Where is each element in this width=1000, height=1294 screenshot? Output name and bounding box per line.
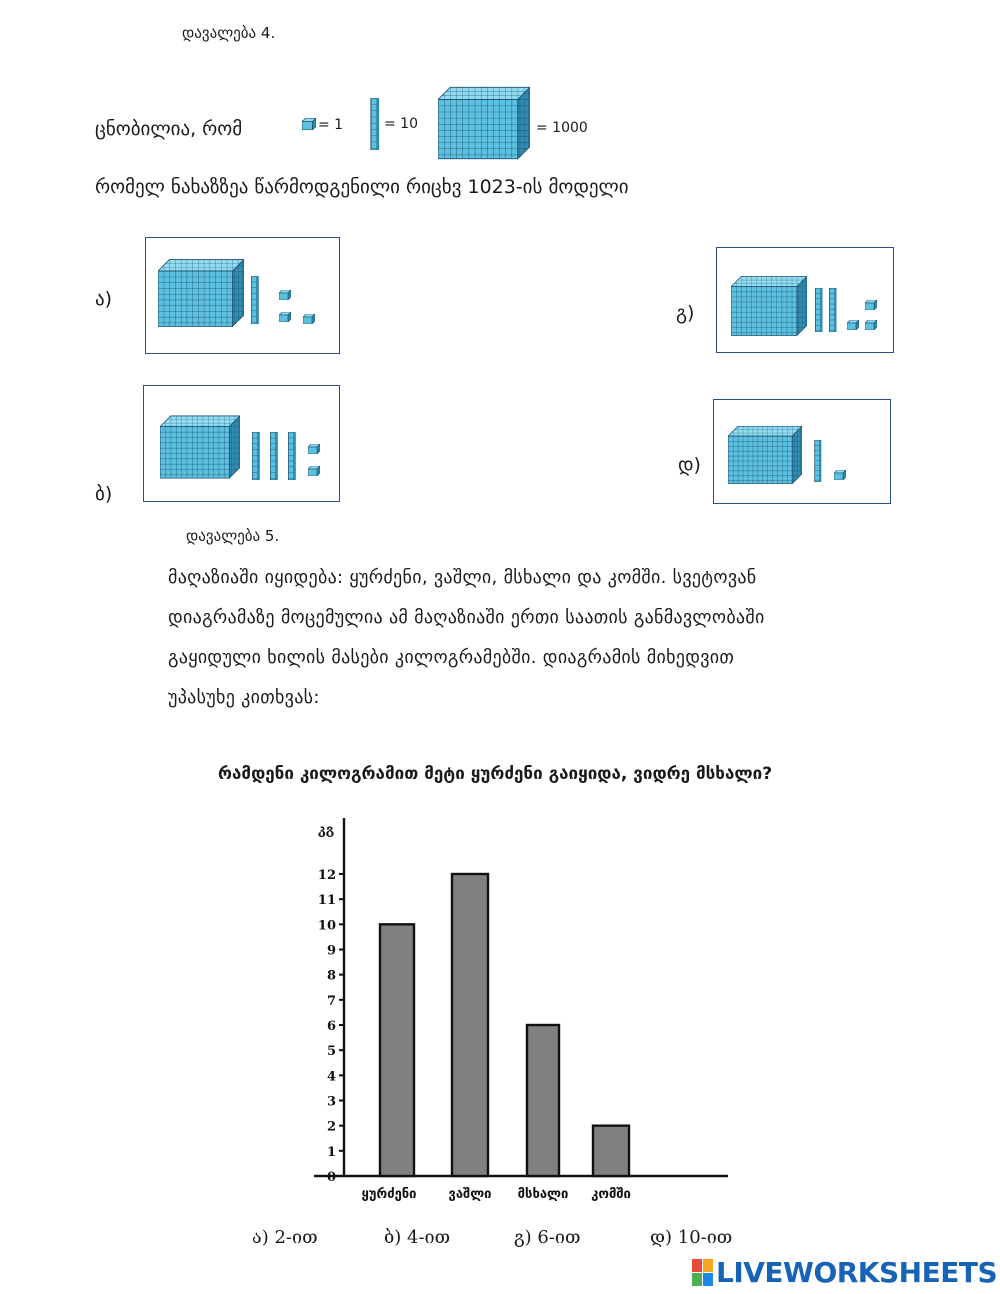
unit-cube-icon [834,470,846,480]
y-tick-label: 9 [326,943,336,959]
y-tick-label: 3 [326,1094,336,1110]
unit-cube-icon [847,320,859,330]
answer-a[interactable]: ა) 2-ით [252,1227,318,1248]
bar [593,1126,629,1176]
answer-b[interactable]: ბ) 4-ით [384,1227,451,1248]
paragraph-line: მაღაზიაში იყიდება: ყურძენი, ვაშლი, მსხალი და კომში. სვეტოვან [168,567,757,588]
bar-chart [300,812,740,1212]
y-tick-label: 12 [317,868,336,883]
option-g-label[interactable]: გ) [676,302,695,324]
bar [452,874,488,1176]
ten-rod-icon [270,432,278,480]
task5-question: რამდენი კილოგრამით მეტი ყურძენი გაიყიდა, ვიდრე მსხალი? [218,764,773,784]
unit-cube-icon [303,314,315,324]
option-d-box[interactable] [713,399,891,504]
y-tick-label: 6 [326,1019,336,1034]
y-tick-label: 4 [326,1069,336,1085]
option-b-label[interactable]: ბ) [95,483,113,505]
ten-rod-icon [252,432,260,480]
bar [380,924,414,1176]
thousand-cube-icon [438,86,530,160]
paragraph-line: გაყიდული ხილის მასები კილოგრამებში. დიაგრამის მიხედვით [168,647,735,668]
answer-d[interactable]: დ) 10-ით [650,1227,733,1248]
thousand-cube-icon [728,426,802,484]
option-a-box[interactable] [145,237,340,354]
unit-cube-icon [865,320,877,330]
option-d-label[interactable]: დ) [678,454,701,476]
ten-rod-icon [370,98,380,150]
task4-question: რომელ ნახაზზეა წარმოდგენილი რიცხვ 1023-ის მოდელი [95,176,629,198]
thousand-cube-icon [158,258,244,328]
y-axis-label: კგ [318,823,335,838]
y-tick-label: 0 [326,1170,336,1185]
paragraph-line: უპასუხე კითხვას: [168,687,320,708]
ten-rod-icon [815,288,823,332]
ten-rod-icon [814,440,822,482]
y-tick-label: 8 [326,968,336,984]
task5-paragraph [168,558,848,718]
ten-rod-icon [288,432,296,480]
option-a-label[interactable]: ა) [95,288,113,310]
bar [527,1025,559,1176]
x-category-label: ყურძენი [361,1187,417,1202]
unit-equation: = 1 [318,117,344,133]
thousand-cube-icon [160,414,240,480]
x-category-label: კომში [591,1187,631,1202]
paragraph-line: დიაგრამაზე მოცემულია ამ მაღაზიაში ერთი საათის განმავლობაში [168,607,765,628]
x-category-label: მსხალი [517,1187,569,1202]
brand-badge-icon [692,1259,713,1286]
y-tick-label: 1 [326,1144,336,1160]
cube-equation: = 1000 [536,120,588,136]
unit-cube-icon [279,312,291,322]
unit-cube-icon [302,118,316,130]
unit-cube-icon [279,290,291,300]
known-text: ცნობილია, რომ [95,118,243,140]
option-g-box[interactable] [716,247,894,353]
thousand-cube-icon [731,276,807,336]
ten-rod-icon [829,288,837,332]
brand-logo [692,1256,997,1289]
unit-cube-icon [308,466,320,476]
unit-cube-icon [308,444,320,454]
brand-name: LIVEWORKSHEETS [716,1256,998,1289]
y-tick-label: 11 [317,893,336,909]
y-tick-label: 10 [317,918,336,934]
x-category-label: ვაშლი [448,1187,492,1202]
rod-equation: = 10 [384,116,418,132]
y-tick-label: 7 [326,993,336,1009]
answer-g[interactable]: გ) 6-ით [514,1227,581,1248]
unit-cube-icon [865,300,877,310]
y-tick-label: 2 [326,1119,336,1135]
y-tick-label: 5 [326,1044,336,1060]
ten-rod-icon [251,276,259,324]
option-b-box[interactable] [143,385,340,502]
task5-title: დავალება 5. [186,527,280,545]
task4-title: დავალება 4. [182,24,276,42]
